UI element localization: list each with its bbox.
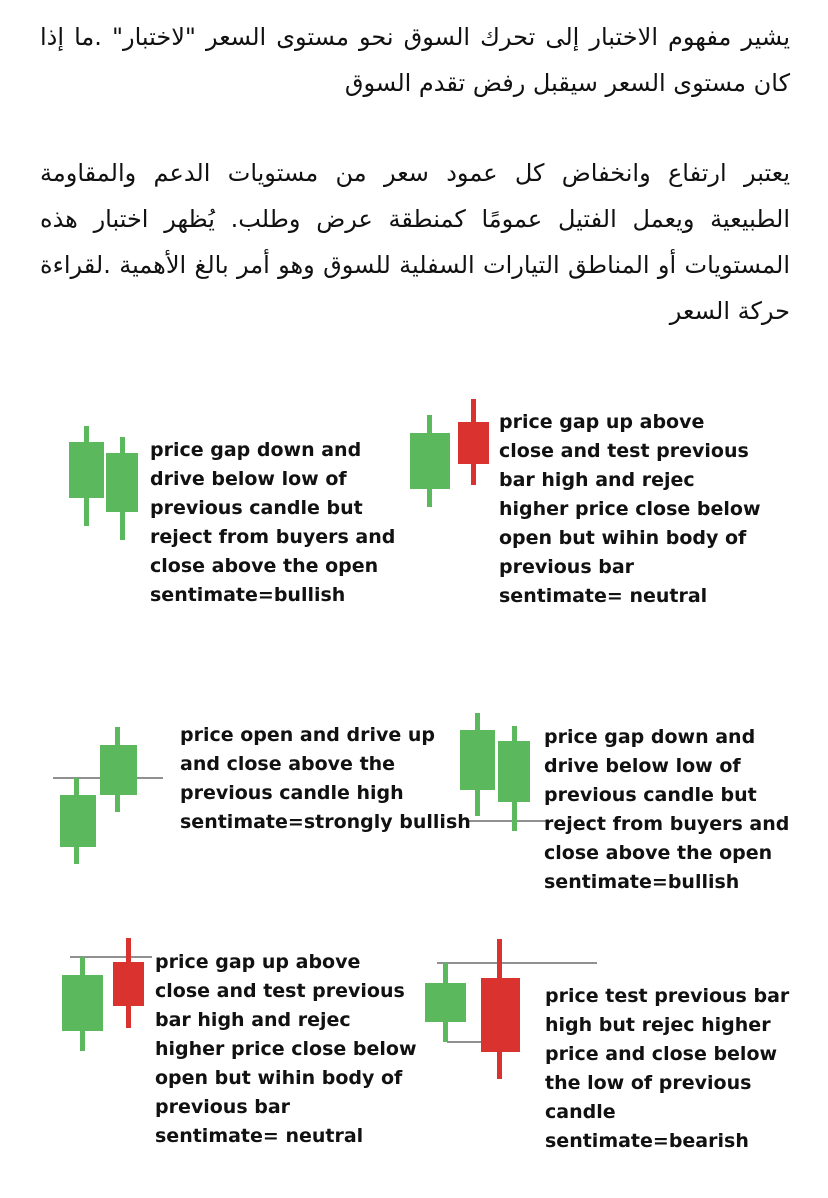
caption-line: close and test previous bbox=[499, 440, 749, 462]
candle-wick bbox=[120, 437, 125, 540]
caption-line: price gap up above bbox=[155, 951, 361, 973]
bullish-candle bbox=[100, 727, 137, 812]
bearish-candle bbox=[458, 399, 489, 485]
caption-line: reject from buyers and bbox=[150, 526, 396, 548]
caption-line: open but wihin body of bbox=[499, 527, 747, 549]
bullish-candle bbox=[425, 963, 466, 1042]
pattern-3-caption bbox=[180, 721, 471, 837]
caption-line: drive below low of bbox=[150, 468, 347, 490]
pattern-5-caption bbox=[155, 948, 417, 1151]
pattern-4-candles bbox=[460, 713, 550, 831]
bullish-candle bbox=[69, 426, 104, 526]
pattern-2-candles bbox=[410, 399, 489, 507]
caption-line: price and close below bbox=[545, 1043, 778, 1065]
sentiment-label: sentimate=strongly bullish bbox=[180, 811, 471, 833]
caption-line: drive below low of bbox=[544, 755, 741, 777]
pattern-1-candles bbox=[69, 426, 138, 540]
pattern-6-caption bbox=[545, 982, 789, 1156]
pattern-5-candles bbox=[62, 938, 152, 1051]
candle-body bbox=[498, 741, 530, 802]
caption-line: open but wihin body of bbox=[155, 1067, 403, 1089]
candle-wick bbox=[74, 778, 79, 864]
caption-line: higher price close below bbox=[499, 498, 761, 520]
bearish-candle bbox=[481, 939, 520, 1079]
caption-line: bar high and rejec bbox=[155, 1009, 351, 1031]
pattern-2-caption bbox=[499, 408, 761, 611]
candle-wick bbox=[443, 963, 448, 1042]
candle-body bbox=[425, 983, 466, 1022]
intro-paragraph-1 bbox=[40, 14, 790, 106]
caption-line: and close above the bbox=[180, 753, 396, 775]
caption-line: price open and drive up bbox=[180, 724, 435, 746]
intro-paragraph-2 bbox=[40, 150, 790, 334]
pattern-4-caption bbox=[544, 723, 789, 897]
pattern-3-candles bbox=[53, 727, 163, 864]
candle-body bbox=[69, 442, 104, 498]
candle-body bbox=[410, 433, 450, 489]
caption-line: price gap down and bbox=[544, 726, 756, 748]
candle-wick bbox=[512, 726, 517, 831]
caption-line: close above the open bbox=[544, 842, 773, 864]
caption-line: candle bbox=[545, 1101, 616, 1123]
candle-body bbox=[481, 978, 520, 1052]
candle-wick bbox=[427, 415, 432, 507]
caption-line: close above the open bbox=[150, 555, 379, 577]
pattern-1-caption bbox=[150, 436, 395, 610]
caption-line: price gap up above bbox=[499, 411, 705, 433]
candle-wick bbox=[471, 399, 476, 485]
candle-wick bbox=[115, 727, 120, 812]
candle-wick bbox=[80, 957, 85, 1051]
caption-line: reject from buyers and bbox=[544, 813, 790, 835]
candle-body bbox=[60, 795, 96, 847]
caption-line: previous bar bbox=[155, 1096, 291, 1118]
caption-line: previous bar bbox=[499, 556, 635, 578]
intro-text-2: يعتبر ارتفاع وانخفاض كل عمود سعر من مستويات الدعم والمقاومة الطبيعية ويعمل الفتيل عمومًا كمنطقة عرض وطلب. يُظهر اختبار هذه المستويات أو المناطق التيارات السفلية للسوق وهو أمر بالغ الأهمية .لقراءة حركة السعر bbox=[40, 159, 790, 325]
bearish-candle bbox=[113, 938, 144, 1028]
candle-body bbox=[106, 453, 138, 512]
candle-body bbox=[62, 975, 103, 1031]
sentiment-label: sentimate=bearish bbox=[545, 1130, 749, 1152]
caption-line: price test previous bar bbox=[545, 985, 790, 1007]
bullish-candle bbox=[62, 957, 103, 1051]
candle-wick bbox=[84, 426, 89, 526]
candle-body bbox=[113, 962, 144, 1006]
intro-text-1: يشير مفهوم الاختبار إلى تحرك السوق نحو مستوى السعر "لاختبار" .ما إذا كان مستوى السعر سيقبل رفض تقدم السوق bbox=[40, 23, 790, 97]
caption-line: higher price close below bbox=[155, 1038, 417, 1060]
caption-line: the low of previous bbox=[545, 1072, 752, 1094]
caption-line: price gap down and bbox=[150, 439, 362, 461]
sentiment-label: sentimate= neutral bbox=[155, 1125, 364, 1147]
caption-line: bar high and rejec bbox=[499, 469, 695, 491]
sentiment-label: sentimate=bullish bbox=[544, 871, 740, 893]
sentiment-label: sentimate= neutral bbox=[499, 585, 708, 607]
caption-line: high but rejec higher bbox=[545, 1014, 771, 1036]
sentiment-label: sentimate=bullish bbox=[150, 584, 346, 606]
candle-wick bbox=[497, 939, 502, 1079]
caption-line: previous candle but bbox=[544, 784, 757, 806]
candle-body bbox=[458, 422, 489, 464]
bullish-candle bbox=[106, 437, 138, 540]
bullish-candle bbox=[60, 778, 96, 864]
bullish-candle bbox=[498, 726, 530, 831]
caption-line: previous candle high bbox=[180, 782, 404, 804]
caption-line: previous candle but bbox=[150, 497, 363, 519]
candle-body bbox=[100, 745, 137, 795]
caption-line: close and test previous bbox=[155, 980, 405, 1002]
candle-wick bbox=[475, 713, 480, 816]
bullish-candle bbox=[410, 415, 450, 507]
candle-wick bbox=[126, 938, 131, 1028]
